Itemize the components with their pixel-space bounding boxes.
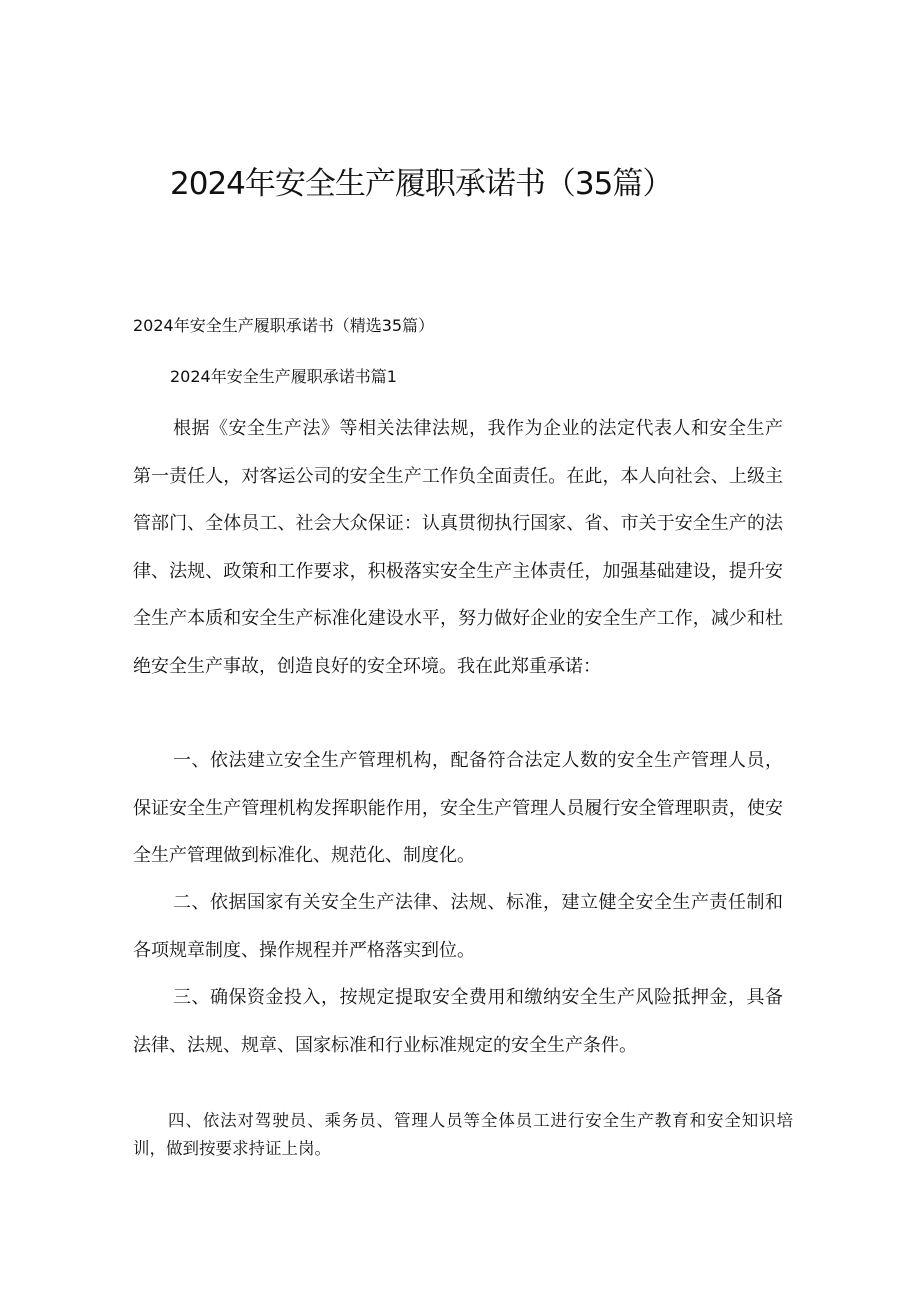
paragraph-item-1: 一、依法建立安全生产管理机构，配备符合法定人数的安全生产管理人员，保证安全生产管理机构发挥职能作用，安全生产管理人员履行安全管理职责，使安全生产管理做到标准化、规范化、制度化。	[133, 750, 783, 866]
document-subtitle: 2024年安全生产履职承诺书（精选35篇）	[133, 316, 435, 335]
paragraph-item-4: 四、依法对驾驶员、乘务员、管理人员等全体员工进行安全生产教育和安全知识培训，做到按要求持证上岗。	[133, 1111, 793, 1158]
document-title: 2024年安全生产履职承诺书（35篇）	[170, 166, 673, 202]
paragraph-item-3: 三、确保资金投入，按规定提取安全费用和缴纳安全生产风险抵押金，具备法律、法规、规章、国家标准和行业标准规定的安全生产条件。	[133, 987, 783, 1056]
paragraph-intro: 根据《安全生产法》等相关法律法规，我作为企业的法定代表人和安全生产第一责任人，对客运公司的安全生产工作负全面责任。在此，本人向社会、上级主管部门、全体员工、社会大众保证：认真贯彻执行国家、省、市关于安全生产的法律、法规、政策和工作要求，积极落实安全生产主体责任，加强基础建设，提升安全生产本质和安全生产标准化建设水平，努力做好企业的安全生产工作，减少和杜绝安全生产事故，创造良好的安全环境。我在此郑重承诺：	[133, 418, 783, 677]
section-heading: 2024年安全生产履职承诺书篇1	[170, 367, 397, 386]
paragraph-item-2: 二、依据国家有关安全生产法律、法规、标准，建立健全安全生产责任制和各项规章制度、操作规程并严格落实到位。	[133, 892, 783, 961]
